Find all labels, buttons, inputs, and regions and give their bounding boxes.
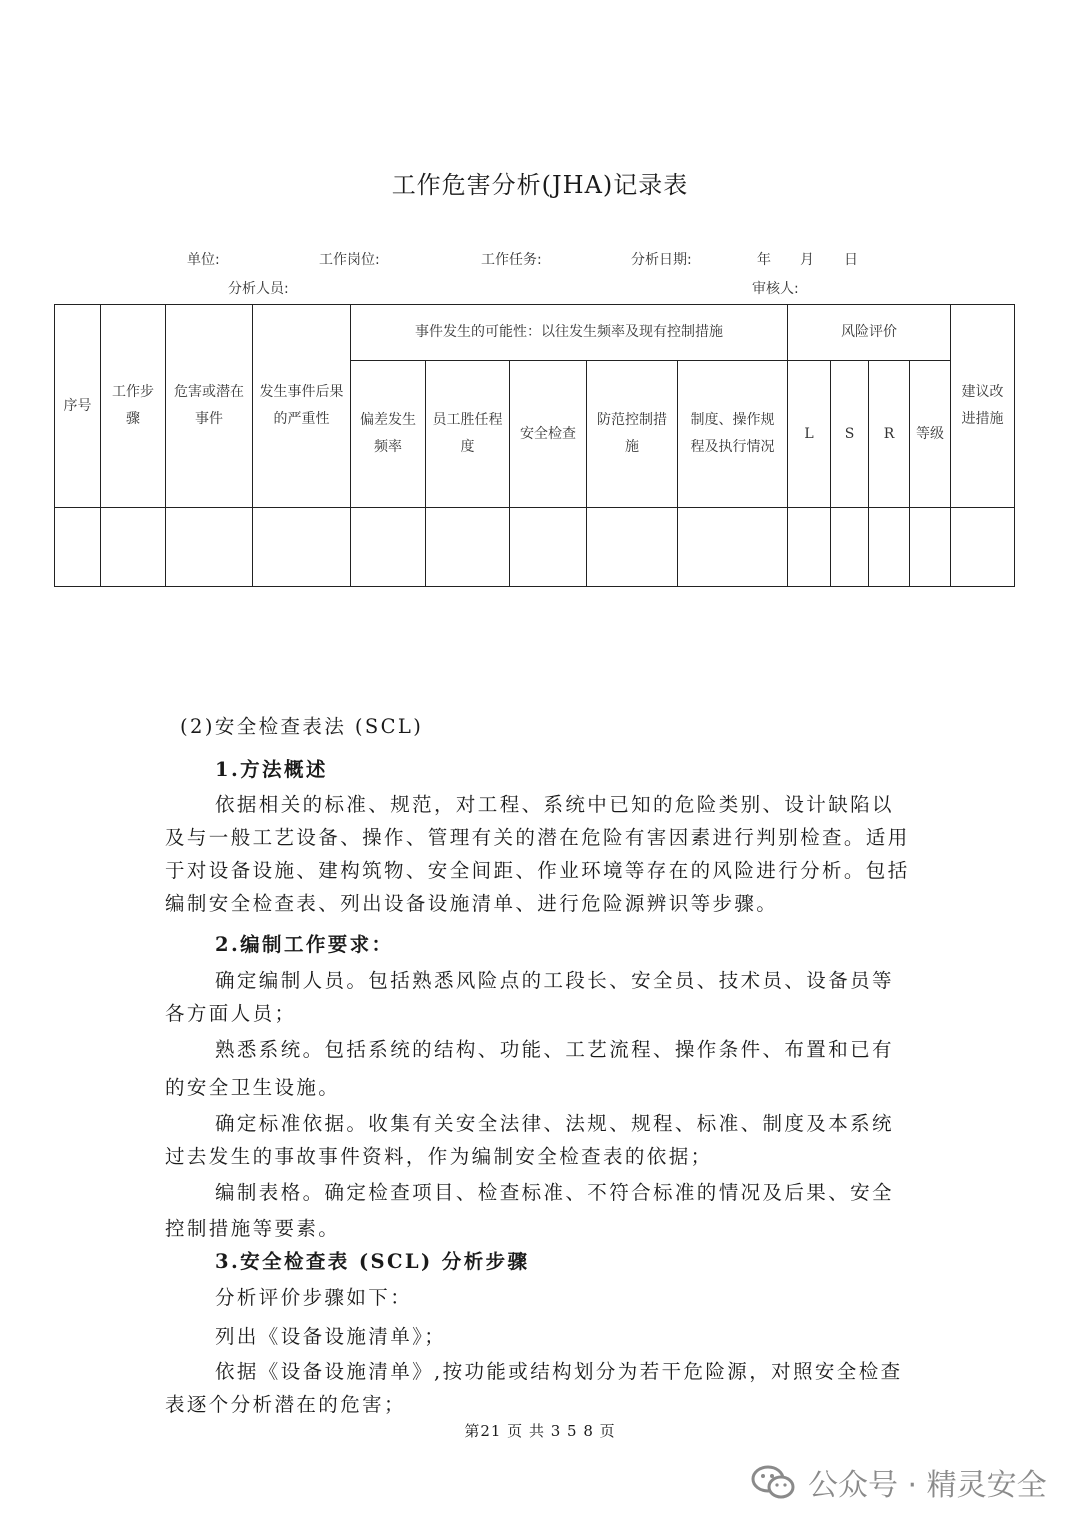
meta-analyst: 分析人员: — [228, 281, 289, 297]
table-row — [55, 508, 1015, 587]
header-procedure: 制度、操作规程及执行情况 — [678, 361, 788, 508]
heading-requirements: 2.编制工作要求： — [215, 933, 394, 956]
para-standards: 确定标准依据。收集有关安全法律、法规、规程、标准、制度及本系统过去发生的事故事件资料，作为编制安全检查表的依据； — [165, 1112, 894, 1168]
watermark-text: 公众号 · 精灵安全 — [808, 1468, 1047, 1503]
para-step-divide: 依据《设备设施清单》,按功能或结构划分为若干危险源，对照安全检查表逐个分析潜在的危害； — [165, 1360, 903, 1416]
page-footer: 第21 页 共 3 5 8 页 — [464, 1422, 616, 1440]
para-forms: 编制表格。确定检查项目、检查标准、不符合标准的情况及后果、安全控制措施等要素。 — [165, 1181, 894, 1240]
section-heading: (2)安全检查表法 (SCL) — [180, 715, 424, 738]
header-risk-s: S — [831, 361, 869, 508]
meta-month: 月 — [800, 252, 814, 268]
meta-unit: 单位: — [187, 252, 220, 268]
para-personnel: 确定编制人员。包括熟悉风险点的工段长、安全员、技术员、设备员等各方面人员； — [165, 969, 894, 1025]
para-system: 熟悉系统。包括系统的结构、功能、工艺流程、操作条件、布置和已有的安全卫生设施。 — [165, 1038, 894, 1099]
header-risk-r: R — [869, 361, 910, 508]
header-hazard: 危害或潜在事件 — [166, 305, 253, 508]
meta-post: 工作岗位: — [319, 252, 380, 268]
para-overview: 依据相关的标准、规范，对工程、系统中已知的危险类别、设计缺陷以及与一般工艺设备、操作、管理有关的潜在危险有害因素进行判别检查。适用于对设备设施、建构筑物、安全间距、作业环境等存在的风险进行分析。包括编制安全检查表、列出设备设施清单、进行危险源辨识等步骤。 — [165, 793, 910, 915]
heading-overview: 1.方法概述 — [215, 758, 328, 781]
meta-day: 日 — [844, 252, 858, 268]
header-seq: 序号 — [55, 305, 101, 508]
watermark — [750, 1460, 1047, 1504]
header-control: 防范控制措施 — [587, 361, 678, 508]
meta-reviewer: 审核人: — [752, 281, 799, 297]
header-likelihood: 事件发生的可能性：以往发生频率及现有控制措施 — [351, 305, 788, 361]
header-risk-l: L — [788, 361, 831, 508]
table-title: 工作危害分析(JHA)记录表 — [391, 171, 689, 199]
header-inspection: 安全检查 — [510, 361, 587, 508]
header-severity: 发生事件后果的严重性 — [253, 305, 351, 508]
header-competence: 员工胜任程度 — [426, 361, 510, 508]
header-deviation: 偏差发生频率 — [351, 361, 426, 508]
header-risk: 风险评价 — [788, 305, 951, 361]
header-suggest: 建议改进措施 — [951, 305, 1015, 508]
meta-task: 工作任务: — [481, 252, 542, 268]
para-steps-intro: 分析评价步骤如下： — [215, 1286, 413, 1309]
para-step-list: 列出《设备设施清单》； — [215, 1325, 447, 1348]
meta-date: 分析日期: — [631, 252, 692, 268]
wechat-icon — [750, 1462, 798, 1502]
header-risk-level: 等级 — [910, 361, 951, 508]
meta-year: 年 — [757, 252, 771, 268]
header-step: 工作步骤 — [101, 305, 166, 508]
heading-steps: 3.安全检查表 (SCL) 分析步骤 — [215, 1250, 530, 1273]
jha-table — [54, 304, 1015, 587]
